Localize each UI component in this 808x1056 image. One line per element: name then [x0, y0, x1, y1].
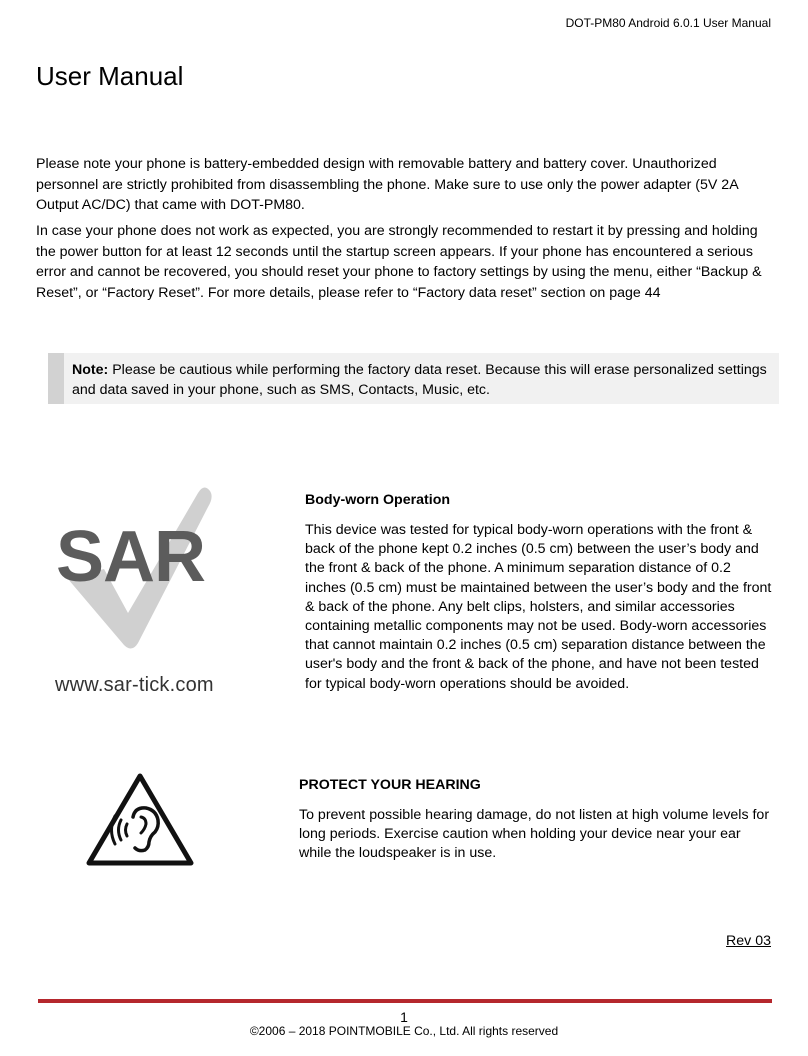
copyright-notice: ©2006 – 2018 POINTMOBILE Co., Ltd. All rights reserved	[249, 1024, 559, 1038]
header-doc-title: DOT-PM80 Android 6.0.1 User Manual	[565, 16, 771, 30]
footer-rule	[38, 999, 772, 1003]
sar-tick-logo	[52, 483, 238, 653]
hearing-warning-icon	[83, 770, 197, 870]
page-number: 1	[400, 1009, 408, 1025]
hearing-text: To prevent possible hearing damage, do not listen at high volume levels for long periods. Exercise caution when holding your device near your ear while the loudspeaker is in use.	[299, 807, 770, 862]
body-worn-heading: Body-worn Operation	[305, 492, 451, 508]
note-text	[72, 360, 771, 400]
sar-logo-text: SAR	[56, 517, 206, 597]
note-box	[48, 353, 779, 404]
body-worn-text: This device was tested for typical body-worn operations with the front & back of the phone kept 0.2 inches (0.5 cm) between the user’s body and the front & back of the phone. A minimum separation distance of 0.2 inches (0.5 cm) must be maintained between the user’s body and the front & back of the phone. Any belt clips, holsters, and similar accessories containing metallic components may not be used. Body-worn accessories that cannot maintain 0.2 inches (0.5 cm) separation distance between the user's body and the front & back of the phone, and have not been tested for typical body-worn operations should be avoided.	[305, 522, 772, 692]
sound-waves-icon	[112, 816, 128, 844]
intro-paragraph-1: Please note your phone is battery-embedded design with removable battery and battery cover. Unauthorized personnel are strictly prohibited from disassembling the phone. Make sure to use only the power adapter (5V 2A Output AC/DC) that came with DOT-PM80.	[36, 156, 738, 213]
note-body: Please be cautious while performing the factory data reset. Because this will erase personalized settings and data saved in your phone, such as SMS, Contacts, Music, etc.	[72, 362, 767, 398]
page-title: User Manual	[36, 61, 184, 91]
hearing-heading: PROTECT YOUR HEARING	[299, 777, 481, 793]
note-label: Note:	[72, 362, 109, 378]
revision-label: Rev 03	[726, 933, 771, 949]
sar-url: www.sar-tick.com	[55, 674, 214, 696]
intro-paragraph-2: In case your phone does not work as expected, you are strongly recommended to restart it by pressing and holding the power button for at least 12 seconds until the startup screen appears. If your phone has encountered a serious error and cannot be recovered, you should reset your phone to factory settings by using the menu, either “Backup & Reset”, or “Factory Reset”. For more details, please refer to “Factory data reset” section on page 44	[36, 223, 762, 301]
